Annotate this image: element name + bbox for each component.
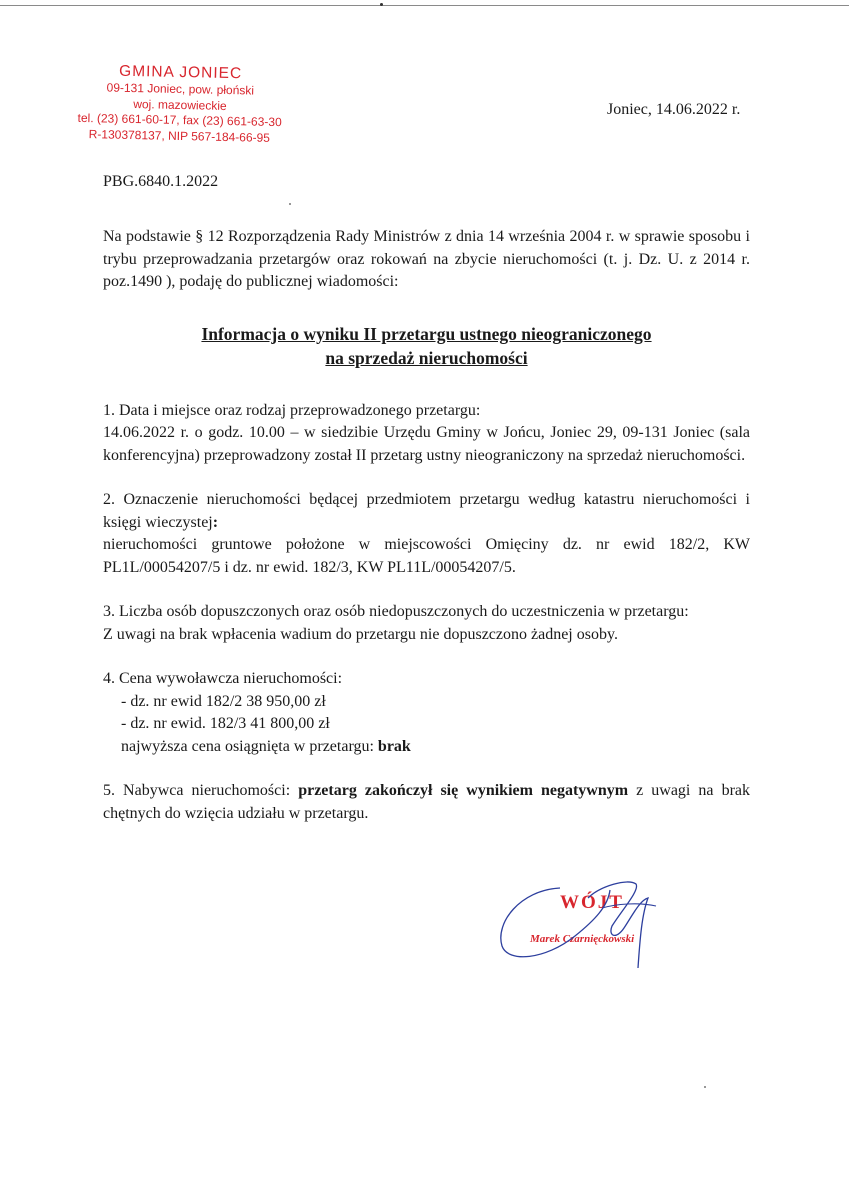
heading-line-2: na sprzedaż nieruchomości (325, 347, 528, 368)
scan-speck (704, 1086, 706, 1088)
section-1 (103, 400, 750, 468)
section-3-body: Z uwagi na brak wpłacenia wadium do przetargu nie dopuszczono żadnej osoby. (103, 625, 618, 643)
stamp-phone: tel. (23) 661-60-17, fax (23) 661-63-30 (77, 110, 282, 130)
document-body (103, 226, 750, 847)
section-2-body: nieruchomości gruntowe położone w miejscowości Omięciny dz. nr ewid 182/2, KW PL1L/00054207/5 i dz. nr ewid. 182/3, KW PL11L/00054207/5. (103, 536, 750, 576)
section-4 (103, 668, 750, 758)
signature-name: Marek Czarnięckowski (530, 933, 635, 945)
section-3-title: 3. Liczba osób dopuszczonych oraz osób niedopuszczonych do uczestniczenia w przetargu: (103, 603, 689, 620)
price-item: - dz. nr ewid 182/2 38 950,00 zł (121, 692, 326, 710)
heading-line-1: Informacja o wyniku II przetargu ustnego nieograniczonego (201, 323, 652, 344)
section-5-result: przetarg zakończył się wynikiem negatywnym (298, 782, 629, 799)
highest-price-label: najwyższa cena osiągnięta w przetargu: (121, 737, 378, 755)
section-5-rest: z uwagi na brak chętnych do wzięcia udziału w przetargu. (103, 782, 750, 822)
intro-paragraph: Na podstawie § 12 Rozporządzenia Rady Ministrów z dnia 14 września 2004 r. w sprawie sposobu i trybu przeprowadzania przetargów oraz rokowań na zbycie nieruchomości (t. j. Dz. U. z 2014 r. poz.1490 ), podaję do publicznej wiadomości: (103, 228, 750, 290)
section-3 (103, 601, 750, 646)
reference-number: PBG.6840.1.2022 (103, 173, 219, 190)
section-1-title: 1. Data i miejsce oraz rodzaj przeprowadzonego przetargu: (103, 401, 481, 419)
stamp-region: woj. mazowieckie (133, 96, 227, 113)
signature-title: WÓJT (560, 892, 624, 913)
section-2-title-row (103, 489, 750, 534)
municipality-stamp (59, 61, 301, 146)
stamp-ids: R-130378137, NIP 567-184-66-95 (88, 126, 271, 145)
section-5-body (103, 780, 750, 825)
document-date: Joniec, 14.06.2022 r. (607, 101, 741, 118)
section-2-title-colon: : (212, 513, 219, 531)
stamp-address: 09-131 Joniec, pow. płoński (106, 80, 255, 98)
highest-price-value: brak (377, 737, 411, 755)
price-item: - dz. nr ewid. 182/3 41 800,00 zł (121, 715, 330, 732)
scan-top-edge (0, 5, 849, 6)
signature-stamp (490, 868, 680, 978)
scan-dot (380, 3, 383, 6)
section-2 (103, 489, 750, 579)
section-5 (103, 780, 750, 825)
stamp-name: GMINA JONIEC (118, 62, 243, 83)
highest-price-row (103, 736, 750, 759)
section-4-title: 4. Cena wywoławcza nieruchomości: (103, 670, 343, 687)
section-1-body: 14.06.2022 r. o godz. 10.00 – w siedzibie Urzędu Gminy w Jońcu, Joniec 29, 09-131 Joniec (sala konferencyjna) przeprowadzony został II przetarg ustny nieograniczony na sprzedaż nieruchomości. (103, 424, 750, 464)
document-heading (103, 322, 750, 370)
scan-speck (289, 203, 291, 205)
section-2-title: 2. Oznaczenie nieruchomości będącej przedmiotem przetargu według katastru nieruchomości i księgi wieczystej (103, 491, 750, 531)
section-5-title: 5. Nabywca nieruchomości: (103, 782, 299, 799)
